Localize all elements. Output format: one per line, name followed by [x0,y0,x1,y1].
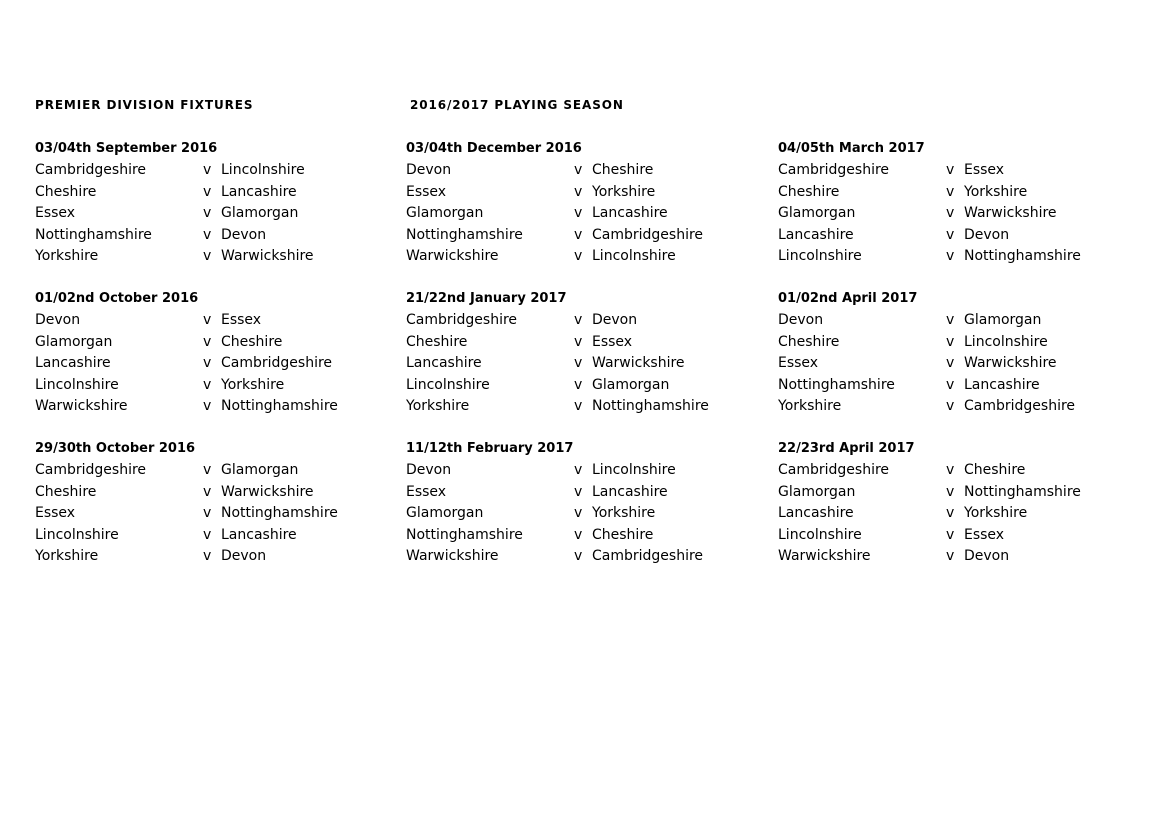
away-team: Lincolnshire [592,462,676,478]
away-team: Yorkshire [592,183,656,200]
versus-separator: v [574,312,583,328]
page-header [0,98,1169,116]
fixture-row [778,546,1138,568]
fixture-row [778,396,1138,418]
away-team: Glamorgan [964,312,1042,328]
fixture-row [35,353,395,375]
away-team: Yorkshire [592,505,656,521]
home-team: Cambridgeshire [778,162,890,178]
fixture-row [406,203,766,225]
versus-separator: v [574,505,583,521]
versus-separator: v [574,162,583,178]
fixture-row [35,182,395,204]
versus-separator: v [203,505,212,521]
fixture-row [35,482,395,504]
home-team: Nottinghamshire [778,376,895,393]
fixture-row [406,332,766,354]
fixture-row [406,396,766,418]
versus-separator: v [574,183,583,200]
fixture-row [35,246,395,268]
home-team: Yorkshire [35,248,99,264]
fixture-row [778,310,1138,332]
home-team: Devon [406,462,452,478]
home-team: Essex [406,183,447,200]
home-team: Lancashire [778,505,854,521]
away-team: Glamorgan [221,205,299,221]
fixture-row [35,310,395,332]
fixture-row [406,482,766,504]
away-team: Cheshire [964,462,1026,478]
away-team: Cambridgeshire [221,355,333,371]
versus-separator: v [574,398,583,414]
versus-separator: v [203,162,212,178]
versus-separator: v [574,333,583,350]
home-team: Glamorgan [778,483,856,500]
away-team: Essex [964,526,1005,543]
fixture-row [35,332,395,354]
versus-separator: v [203,355,212,371]
home-team: Devon [35,312,81,328]
fixture-round [778,138,1138,288]
fixture-row [35,203,395,225]
fixture-round [35,438,395,588]
away-team: Devon [221,548,267,564]
away-team: Nottinghamshire [964,248,1081,264]
versus-separator: v [574,248,583,264]
fixture-row [406,225,766,247]
home-team: Glamorgan [406,505,484,521]
versus-separator: v [574,376,583,393]
away-team: Nottinghamshire [221,505,338,521]
home-team: Lincolnshire [778,526,862,543]
fixture-row [35,503,395,525]
away-team: Cambridgeshire [592,548,704,564]
versus-separator: v [203,483,212,500]
fixture-round [778,438,1138,588]
versus-separator: v [946,312,955,328]
away-team: Yorkshire [221,376,285,393]
fixtures-column [406,138,766,588]
home-team: Lincolnshire [35,526,119,543]
fixture-row [778,525,1138,547]
versus-separator: v [946,462,955,478]
away-team: Essex [221,312,262,328]
versus-separator: v [574,205,583,221]
versus-separator: v [946,333,955,350]
fixture-row [406,546,766,568]
away-team: Lancashire [221,526,297,543]
versus-separator: v [574,526,583,543]
fixture-row [778,482,1138,504]
fixture-row [35,375,395,397]
round-date: 03/04th September 2016 [35,141,218,156]
versus-separator: v [203,548,212,564]
home-team: Cambridgeshire [35,462,147,478]
away-team: Lancashire [592,483,668,500]
versus-separator: v [946,183,955,200]
home-team: Cambridgeshire [35,162,147,178]
fixture-row [35,160,395,182]
versus-separator: v [203,333,212,350]
away-team: Devon [964,548,1010,564]
away-team: Devon [964,226,1010,243]
home-team: Essex [35,205,76,221]
home-team: Cambridgeshire [778,462,890,478]
fixture-row [406,353,766,375]
fixture-row [778,332,1138,354]
home-team: Devon [406,162,452,178]
versus-separator: v [203,526,212,543]
fixture-row [406,375,766,397]
fixture-row [35,525,395,547]
away-team: Devon [221,226,267,243]
versus-separator: v [203,226,212,243]
away-team: Lincolnshire [592,248,676,264]
versus-separator: v [574,355,583,371]
fixture-row [406,460,766,482]
fixture-row [406,525,766,547]
away-team: Cambridgeshire [592,226,704,243]
away-team: Warwickshire [221,483,314,500]
home-team: Glamorgan [406,205,484,221]
away-team: Warwickshire [964,205,1057,221]
home-team: Yorkshire [406,398,470,414]
home-team: Nottinghamshire [406,226,523,243]
away-team: Warwickshire [592,355,685,371]
round-date: 11/12th February 2017 [406,441,574,456]
away-team: Cheshire [221,333,283,350]
home-team: Yorkshire [778,398,842,414]
home-team: Warwickshire [778,548,871,564]
fixture-row [406,503,766,525]
fixture-row [778,460,1138,482]
fixture-row [406,310,766,332]
fixture-row [406,246,766,268]
home-team: Lancashire [406,355,482,371]
home-team: Cheshire [35,483,97,500]
fixture-row [406,160,766,182]
home-team: Warwickshire [406,248,499,264]
season-title: 2016/2017 PLAYING SEASON [410,98,624,112]
versus-separator: v [946,548,955,564]
away-team: Yorkshire [964,183,1028,200]
fixture-round [35,288,395,438]
versus-separator: v [946,162,955,178]
home-team: Nottinghamshire [35,226,152,243]
versus-separator: v [203,183,212,200]
home-team: Lincolnshire [778,248,862,264]
home-team: Glamorgan [35,333,113,350]
versus-separator: v [203,248,212,264]
fixture-row [778,246,1138,268]
away-team: Lancashire [221,183,297,200]
away-team: Lancashire [964,376,1040,393]
fixture-round [406,288,766,438]
away-team: Yorkshire [964,505,1028,521]
fixture-round [35,138,395,288]
home-team: Yorkshire [35,548,99,564]
home-team: Cheshire [406,333,468,350]
fixture-row [778,375,1138,397]
versus-separator: v [946,398,955,414]
round-date: 29/30th October 2016 [35,441,196,456]
away-team: Nottinghamshire [592,398,709,414]
fixture-round [778,288,1138,438]
away-team: Nottinghamshire [964,483,1081,500]
home-team: Glamorgan [778,205,856,221]
away-team: Essex [592,333,633,350]
home-team: Essex [406,483,447,500]
versus-separator: v [946,355,955,371]
versus-separator: v [946,526,955,543]
fixture-row [778,353,1138,375]
fixture-row [778,182,1138,204]
fixture-round [406,138,766,288]
home-team: Cambridgeshire [406,312,518,328]
away-team: Cheshire [592,526,654,543]
versus-separator: v [203,462,212,478]
page-title: PREMIER DIVISION FIXTURES [35,98,254,112]
versus-separator: v [203,205,212,221]
home-team: Cheshire [778,333,840,350]
away-team: Lancashire [592,205,668,221]
home-team: Warwickshire [406,548,499,564]
versus-separator: v [574,462,583,478]
versus-separator: v [946,226,955,243]
round-date: 21/22nd January 2017 [406,291,567,306]
home-team: Cheshire [35,183,97,200]
away-team: Lincolnshire [964,333,1048,350]
round-date: 04/05th March 2017 [778,141,925,156]
round-date: 22/23rd April 2017 [778,441,915,456]
home-team: Essex [778,355,819,371]
away-team: Glamorgan [221,462,299,478]
fixtures-column [35,138,395,588]
versus-separator: v [574,548,583,564]
fixture-row [35,460,395,482]
fixtures-column [778,138,1138,588]
fixture-row [778,160,1138,182]
fixture-row [35,396,395,418]
home-team: Devon [778,312,824,328]
fixture-row [35,546,395,568]
fixture-row [35,225,395,247]
home-team: Lincolnshire [35,376,119,393]
versus-separator: v [946,483,955,500]
home-team: Lancashire [778,226,854,243]
round-date: 01/02nd October 2016 [35,291,199,306]
away-team: Cheshire [592,162,654,178]
fixture-row [778,203,1138,225]
versus-separator: v [574,226,583,243]
home-team: Nottinghamshire [406,526,523,543]
away-team: Nottinghamshire [221,398,338,414]
fixture-row [778,503,1138,525]
away-team: Warwickshire [221,248,314,264]
away-team: Glamorgan [592,376,670,393]
home-team: Lancashire [35,355,111,371]
versus-separator: v [203,312,212,328]
round-date: 03/04th December 2016 [406,141,582,156]
away-team: Lincolnshire [221,162,305,178]
versus-separator: v [946,376,955,393]
away-team: Warwickshire [964,355,1057,371]
home-team: Warwickshire [35,398,128,414]
versus-separator: v [203,376,212,393]
away-team: Devon [592,312,638,328]
home-team: Essex [35,505,76,521]
fixture-row [778,225,1138,247]
round-date: 01/02nd April 2017 [778,291,918,306]
home-team: Cheshire [778,183,840,200]
home-team: Lincolnshire [406,376,490,393]
fixture-row [406,182,766,204]
away-team: Cambridgeshire [964,398,1076,414]
versus-separator: v [946,205,955,221]
fixture-round [406,438,766,588]
versus-separator: v [946,505,955,521]
versus-separator: v [203,398,212,414]
versus-separator: v [574,483,583,500]
away-team: Essex [964,162,1005,178]
versus-separator: v [946,248,955,264]
